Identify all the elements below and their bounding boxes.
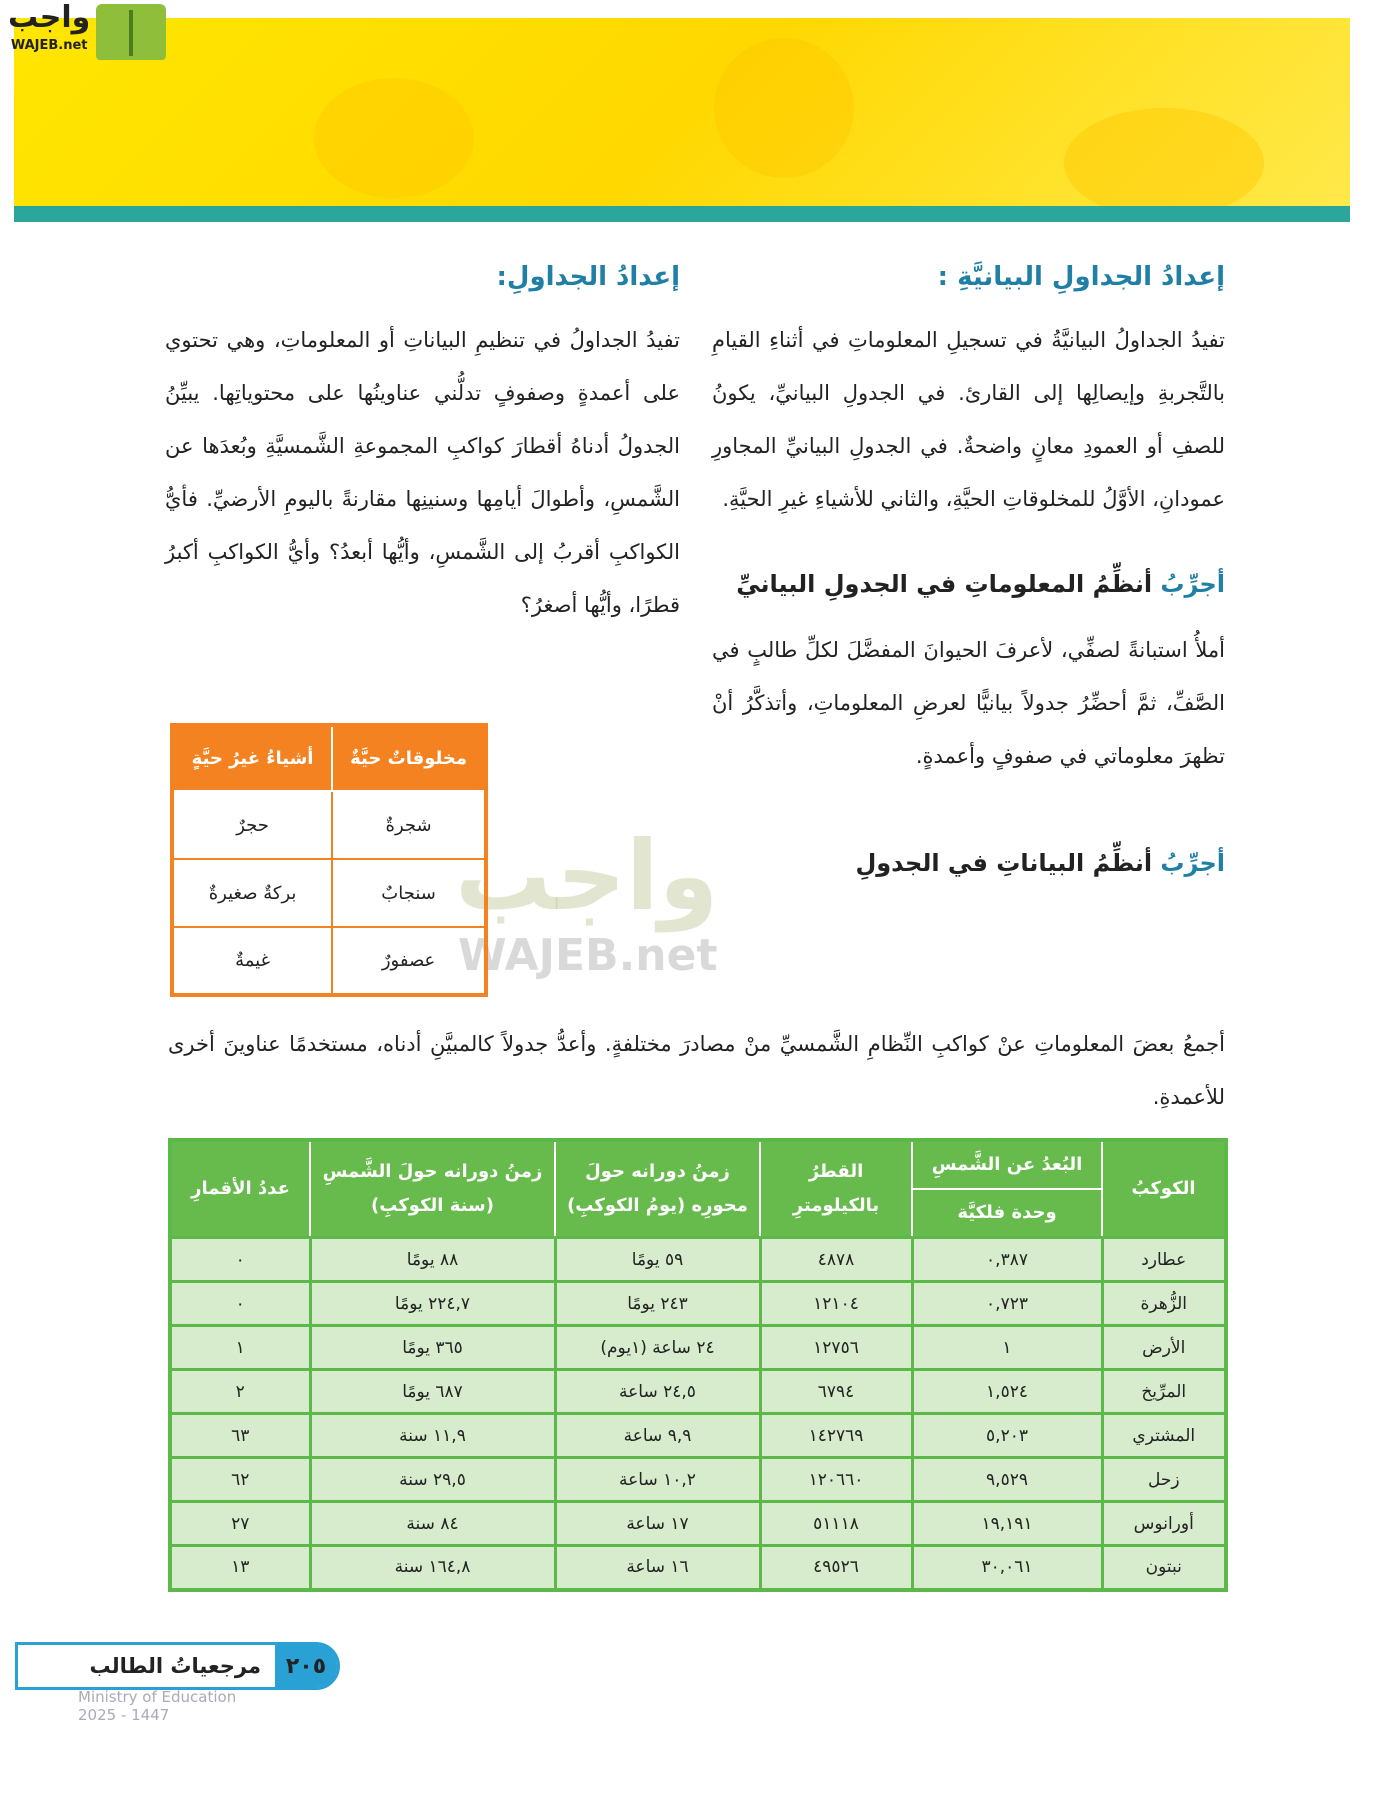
table-cell: ٢٤ ساعة (١يوم) <box>555 1326 760 1370</box>
table-cell: ٨٤ سنة <box>310 1502 555 1546</box>
table-cell: ١,٥٢٤ <box>912 1370 1102 1414</box>
header-distance-unit: وحدة فلكيَّة <box>912 1189 1102 1238</box>
table-cell: ٨٨ يومًا <box>310 1238 555 1282</box>
table-cell: ٠,٣٨٧ <box>912 1238 1102 1282</box>
header-distance: البُعدُ عن الشَّمسِ <box>912 1140 1102 1189</box>
try-heading-1: أجرِّبُ أنظِّمُ المعلوماتِ في الجدولِ البيانيِّ <box>736 570 1225 598</box>
header-banner <box>14 18 1350 206</box>
table-cell: ٢ <box>170 1370 310 1414</box>
table-cell: ٥٩ يومًا <box>555 1238 760 1282</box>
table-cell: نبتون <box>1102 1546 1226 1590</box>
table-row <box>170 1458 1226 1502</box>
table-cell: ٠,٧٢٣ <box>912 1282 1102 1326</box>
table-cell: ٢٢٤,٧ يومًا <box>310 1282 555 1326</box>
planets-table <box>168 1138 1228 1592</box>
table-cell: ٠ <box>170 1282 310 1326</box>
table-cell: ٦٣ <box>170 1414 310 1458</box>
table-cell: ٩,٩ ساعة <box>555 1414 760 1458</box>
table-cell: ٦٨٧ يومًا <box>310 1370 555 1414</box>
table-cell: ٠ <box>170 1238 310 1282</box>
try-text-1: أملأُ استبانةً لصفِّي، لأعرفَ الحيوانَ المفضَّلَ لكلِّ طالبٍ في الصَّفِّ، ثمَّ أحضِّرُ جدولاً بيانيًّا لعرضِ المعلوماتِ، وأتذكَّرُ أنْ تظهرَ معلوماتي في صفوفٍ وأعمدةٍ. <box>712 638 1225 768</box>
table-cell: ٥١١١٨ <box>760 1502 912 1546</box>
table-row: شجرةٌ حجرٌ <box>172 791 486 859</box>
table-cell: المرِّيخ <box>1102 1370 1226 1414</box>
ministry-logo: Ministry of Education 2025 - 1447 <box>78 1688 237 1724</box>
table-cell: ٣٦٥ يومًا <box>310 1326 555 1370</box>
page-footer <box>15 1642 340 1690</box>
table-cell: ٤٨٧٨ <box>760 1238 912 1282</box>
section-heading: إعدادُ الجداولِ: <box>496 262 680 292</box>
table-cell: ١٧ ساعة <box>555 1502 760 1546</box>
table-cell: ١٤٢٧٦٩ <box>760 1414 912 1458</box>
header-planet: الكوكبُ <box>1102 1140 1226 1238</box>
table-cell: ١ <box>912 1326 1102 1370</box>
header-rotation: زمنُ دورانه حولَ محورِه (يومُ الكوكبِ) <box>555 1140 760 1238</box>
table-row <box>170 1546 1226 1590</box>
header-diameter: القطرُ بالكيلومترِ <box>760 1140 912 1238</box>
table-cell: ٩,٥٢٩ <box>912 1458 1102 1502</box>
page-number: ٢٠٥ <box>275 1645 337 1687</box>
living-nonliving-table <box>170 723 488 997</box>
table-row <box>170 1282 1226 1326</box>
table-row <box>170 1370 1226 1414</box>
header-moons: عددُ الأقمارِ <box>170 1140 310 1238</box>
left-column <box>165 262 680 632</box>
table-cell: زحل <box>1102 1458 1226 1502</box>
header-living: مخلوقاتٌ حيَّةٌ <box>332 725 486 791</box>
table-cell: ١١,٩ سنة <box>310 1414 555 1458</box>
section-heading: إعدادُ الجداولِ البيانيَّةِ : <box>937 262 1225 292</box>
table-row <box>170 1238 1226 1282</box>
table-cell: ٥,٢٠٣ <box>912 1414 1102 1458</box>
paragraph: تفيدُ الجداولُ في تنظيمِ البياناتِ أو المعلوماتِ، وهي تحتوي على أعمدةٍ وصفوفٍ تدلُّني عناوينُها على محتوياتِها. يبيِّنُ الجدولُ أدناهُ أقطارَ كواكبِ المجموعةِ الشَّمسيَّةِ وبُعدَها عن الشَّمسِ، وأطوالَ أيامِها وسنينِها مقارنةً باليومِ الأرضيِّ. فأيُّ الكواكبِ أقربُ إلى الشَّمسِ، وأيُّها أبعدُ؟ وأيُّ الكواكبِ أكبرُ قطرًا، وأيُّها أصغرُ؟ <box>165 328 680 617</box>
table-row <box>170 1414 1226 1458</box>
table-cell: ١٣ <box>170 1546 310 1590</box>
table-cell: ١٢١٠٤ <box>760 1282 912 1326</box>
table-cell: عطارد <box>1102 1238 1226 1282</box>
table-cell: ٣٠,٠٦١ <box>912 1546 1102 1590</box>
footer-title: مرجعياتُ الطالب <box>89 1654 261 1678</box>
try-heading-2: أجرِّبُ أنظِّمُ البياناتِ في الجدولِ <box>855 849 1225 877</box>
table-cell: ٢٤٣ يومًا <box>555 1282 760 1326</box>
table-cell: ٢٧ <box>170 1502 310 1546</box>
header-nonliving: أشياءُ غيرُ حيَّةٍ <box>172 725 332 791</box>
table-cell: ٦٧٩٤ <box>760 1370 912 1414</box>
table-cell: أورانوس <box>1102 1502 1226 1546</box>
header-stripe <box>14 206 1350 222</box>
table-cell: المشتري <box>1102 1414 1226 1458</box>
watermark-net: WAJEB.net <box>458 930 718 981</box>
right-column <box>712 262 1225 877</box>
table-cell: ٢٤,٥ ساعة <box>555 1370 760 1414</box>
table-row: عصفورٌ غيمةٌ <box>172 927 486 995</box>
watermark: واجب <box>455 820 719 932</box>
table-cell: ١٦ ساعة <box>555 1546 760 1590</box>
table-cell: ١٢٧٥٦ <box>760 1326 912 1370</box>
table-row <box>170 1502 1226 1546</box>
header-revolution: زمنُ دورانه حولَ الشَّمسِ (سنة الكوكبِ) <box>310 1140 555 1238</box>
table-cell: ١٩,١٩١ <box>912 1502 1102 1546</box>
table-cell: ١٦٤,٨ سنة <box>310 1546 555 1590</box>
instruction-text: أجمعُ بعضَ المعلوماتِ عنْ كواكبِ النِّظامِ الشَّمسيِّ منْ مصادرَ مختلفةٍ. وأعدُّ جدولاً كالمبيَّنِ أدناه، مستخدمًا عناوينَ أخرى للأعمدةِ. <box>168 1032 1225 1109</box>
book-icon <box>96 4 166 60</box>
table-row <box>170 1326 1226 1370</box>
wajeb-logo: واجب WAJEB.net <box>8 4 166 60</box>
table-cell: الزُّهرة <box>1102 1282 1226 1326</box>
table-cell: الأرض <box>1102 1326 1226 1370</box>
table-cell: ٦٢ <box>170 1458 310 1502</box>
table-cell: ١٠,٢ ساعة <box>555 1458 760 1502</box>
paragraph: تفيدُ الجداولُ البيانيَّةُ في تسجيلِ المعلوماتِ في أثناءِ القيامِ بالتَّجربةِ وإيصالِها إلى القارئ. في الجدولِ البيانيِّ، يكونُ للصفِ أو العمودِ معانٍ واضحةٌ. في الجدولِ البيانيِّ المجاورِ عمودانِ، الأوَّلُ للمخلوقاتِ الحيَّةِ، والثاني للأشياءِ غيرِ الحيَّةِ. <box>712 328 1225 511</box>
table-cell: ٤٩٥٢٦ <box>760 1546 912 1590</box>
table-cell: ٢٩,٥ سنة <box>310 1458 555 1502</box>
table-cell: ١ <box>170 1326 310 1370</box>
table-cell: ١٢٠٦٦٠ <box>760 1458 912 1502</box>
table-row: سنجابٌ بركةٌ صغيرةٌ <box>172 859 486 927</box>
